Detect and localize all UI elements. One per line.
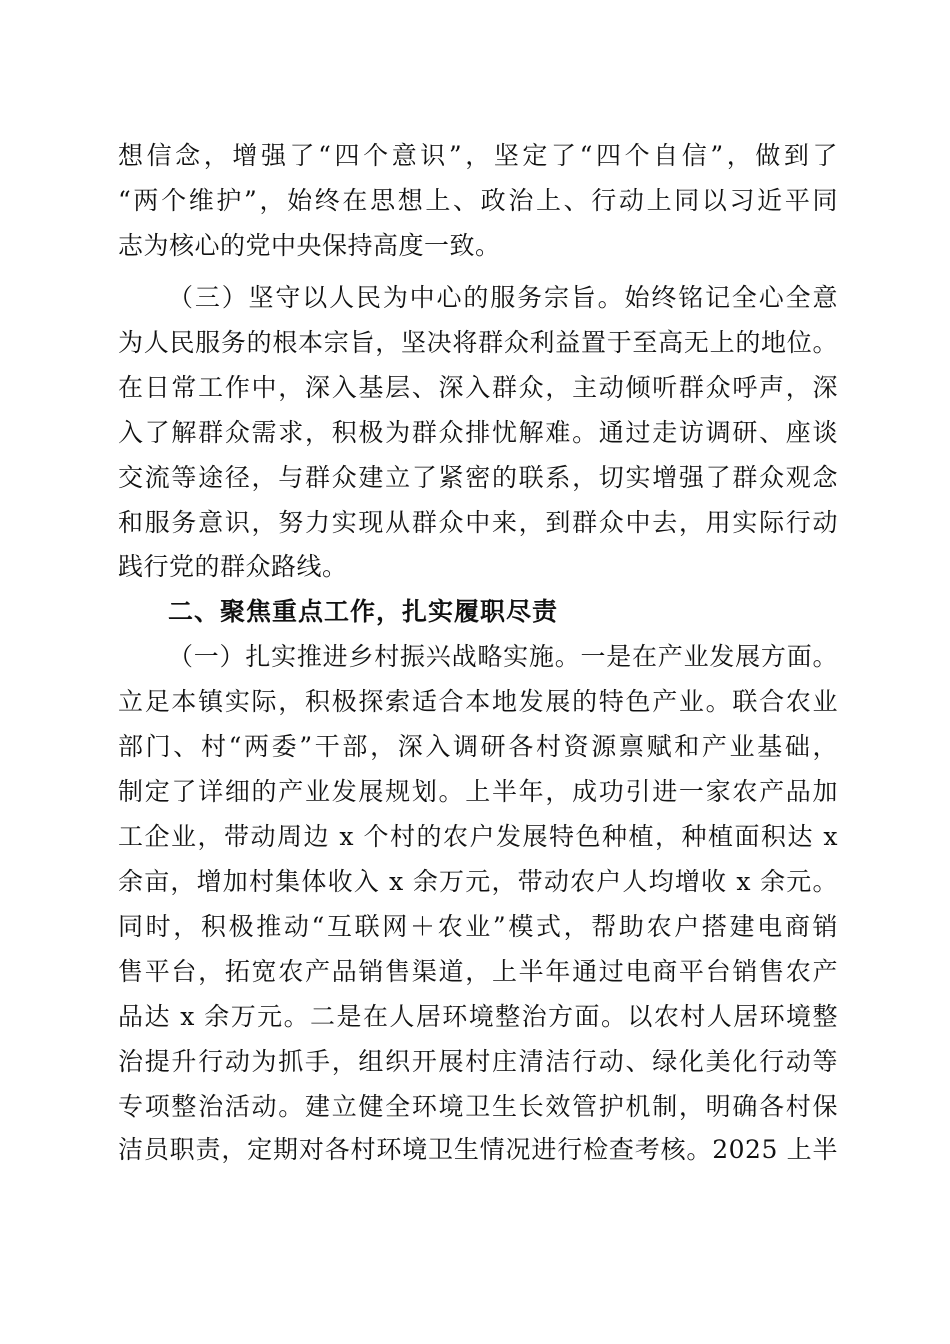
text-line: 售平台，拓宽农产品销售渠道，上半年通过电商平台销售农产 (118, 957, 838, 986)
text-line: 想信念，增强了“四个意识”，坚定了“四个自信”，做到了 (118, 141, 838, 170)
text-line: 志为核心的党中央保持高度一致。 (118, 231, 501, 260)
text-line: 在日常工作中，深入基层、深入群众，主动倾听群众呼声，深 (118, 373, 838, 402)
section-heading: 二、聚焦重点工作，扎实履职尽责 (168, 597, 559, 626)
text-line: 工企业，带动周边 x 个村的农户发展特色种植，种植面积达 x (118, 822, 838, 851)
text-line: “两个维护”，始终在思想上、政治上、行动上同以习近平同 (118, 186, 838, 215)
paragraph-first-line: （一）扎实推进乡村振兴战略实施。一是在产业发展方面。 (168, 642, 838, 671)
text-line: 品达 x 余万元。二是在人居环境整治方面。以农村人居环境整 (118, 1002, 838, 1031)
paragraph-first-line: （三）坚守以人民为中心的服务宗旨。始终铭记全心全意 (168, 283, 838, 312)
text-line: 践行党的群众路线。 (118, 552, 348, 581)
text-line: 专项整治活动。建立健全环境卫生长效管护机制，明确各村保 (118, 1092, 838, 1121)
text-line: 制定了详细的产业发展规划。上半年，成功引进一家农产品加 (118, 777, 838, 806)
text-line: 洁员职责，定期对各村环境卫生情况进行检查考核。2025 上半 (118, 1135, 838, 1164)
text-line: 交流等途径，与群众建立了紧密的联系，切实增强了群众观念 (118, 463, 838, 492)
text-line: 治提升行动为抓手，组织开展村庄清洁行动、绿化美化行动等 (118, 1047, 838, 1076)
text-line: 和服务意识，努力实现从群众中来，到群众中去，用实际行动 (118, 508, 838, 537)
text-line: 为人民服务的根本宗旨，坚决将群众利益置于至高无上的地位。 (118, 328, 838, 357)
text-line: 余亩，增加村集体收入 x 余万元，带动农户人均增收 x 余元。 (118, 867, 838, 896)
text-line: 立足本镇实际，积极探索适合本地发展的特色产业。联合农业 (118, 687, 838, 716)
text-line: 入了解群众需求，积极为群众排忧解难。通过走访调研、座谈 (118, 418, 838, 447)
text-line: 部门、村“两委”干部，深入调研各村资源禀赋和产业基础， (118, 732, 838, 761)
text-line: 同时，积极推动“互联网＋农业”模式，帮助农户搭建电商销 (118, 912, 838, 941)
